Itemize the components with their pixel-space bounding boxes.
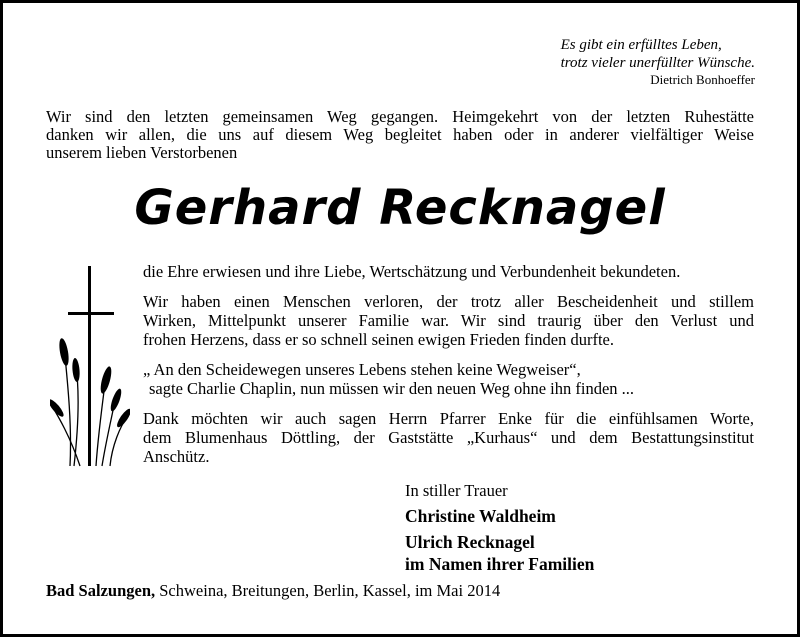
place-main: Bad Salzungen, xyxy=(46,581,156,600)
signature-intro: In stiller Trauer xyxy=(405,481,508,500)
paragraph-quote-line-2: sagte Charlie Chaplin, nun müssen wir den neuen Weg ohne ihn finden ... xyxy=(149,379,635,398)
intro-text xyxy=(46,108,754,162)
epigraph-author: Dietrich Bonhoeffer xyxy=(650,72,755,87)
place-rest: Schweina, Breitungen, Berlin, Kassel, im Mai 2014 xyxy=(155,581,501,600)
notice-body xyxy=(143,262,754,477)
epigraph xyxy=(561,36,755,72)
paragraph-quote-line-1: „ An den Scheidewegen unseres Lebens stehen keine Wegweiser“, xyxy=(143,360,581,379)
epigraph-line-1: Es gibt ein erfülltes Leben, xyxy=(560,37,722,53)
cross-with-wheat-icon xyxy=(50,266,130,471)
paragraph-loss-line-1: Wir haben einen Menschen verloren, der trotz aller Bescheidenheit und stillem xyxy=(143,292,754,311)
signature-name-2: Ulrich Recknagel xyxy=(405,532,535,552)
paragraph-thanks: die Ehre erwiesen und ihre Liebe, Wertschätzung und Verbundenheit bekundeten. xyxy=(143,262,681,281)
paragraph-gratitude-line-2: dem Blumenhaus Döttling, der Gaststätte „Kurhaus“ und dem Bestattungsinstitut xyxy=(143,428,754,447)
paragraph-gratitude xyxy=(143,409,754,466)
place-and-date xyxy=(46,581,500,601)
intro-line-3: unserem lieben Verstorbenen xyxy=(46,143,238,162)
signature-name-1: Christine Waldheim xyxy=(405,506,556,526)
paragraph-loss xyxy=(143,292,754,349)
paragraph-gratitude-line-1: Dank möchten wir auch sagen Herrn Pfarrer Enke für die einfühlsamen Worte, xyxy=(143,409,754,428)
epigraph-line-2: trotz vieler unerfüllter Wünsche. xyxy=(560,55,755,71)
signature-block xyxy=(405,480,594,575)
paragraph-quote xyxy=(143,360,754,398)
paragraph-loss-line-2: Wirken, Mittelpunkt unserer Familie war. Wir sind traurig über den Verlust und xyxy=(143,311,754,330)
signature-name-3: im Namen ihrer Familien xyxy=(405,554,595,574)
paragraph-gratitude-line-3: Anschütz. xyxy=(143,447,210,466)
intro-line-1: Wir sind den letzten gemeinsamen Weg gegangen. Heimgekehrt von der letzten Ruhestätte xyxy=(46,107,754,126)
intro-line-2: danken wir allen, die uns auf diesem Weg begleitet haben oder in anderer vielfältiger Weise xyxy=(46,125,754,144)
deceased-name: Gerhard Recknagel xyxy=(134,180,666,236)
paragraph-loss-line-3: frohen Herzens, dass er so schnell seinen ewigen Frieden finden durfte. xyxy=(143,330,615,349)
